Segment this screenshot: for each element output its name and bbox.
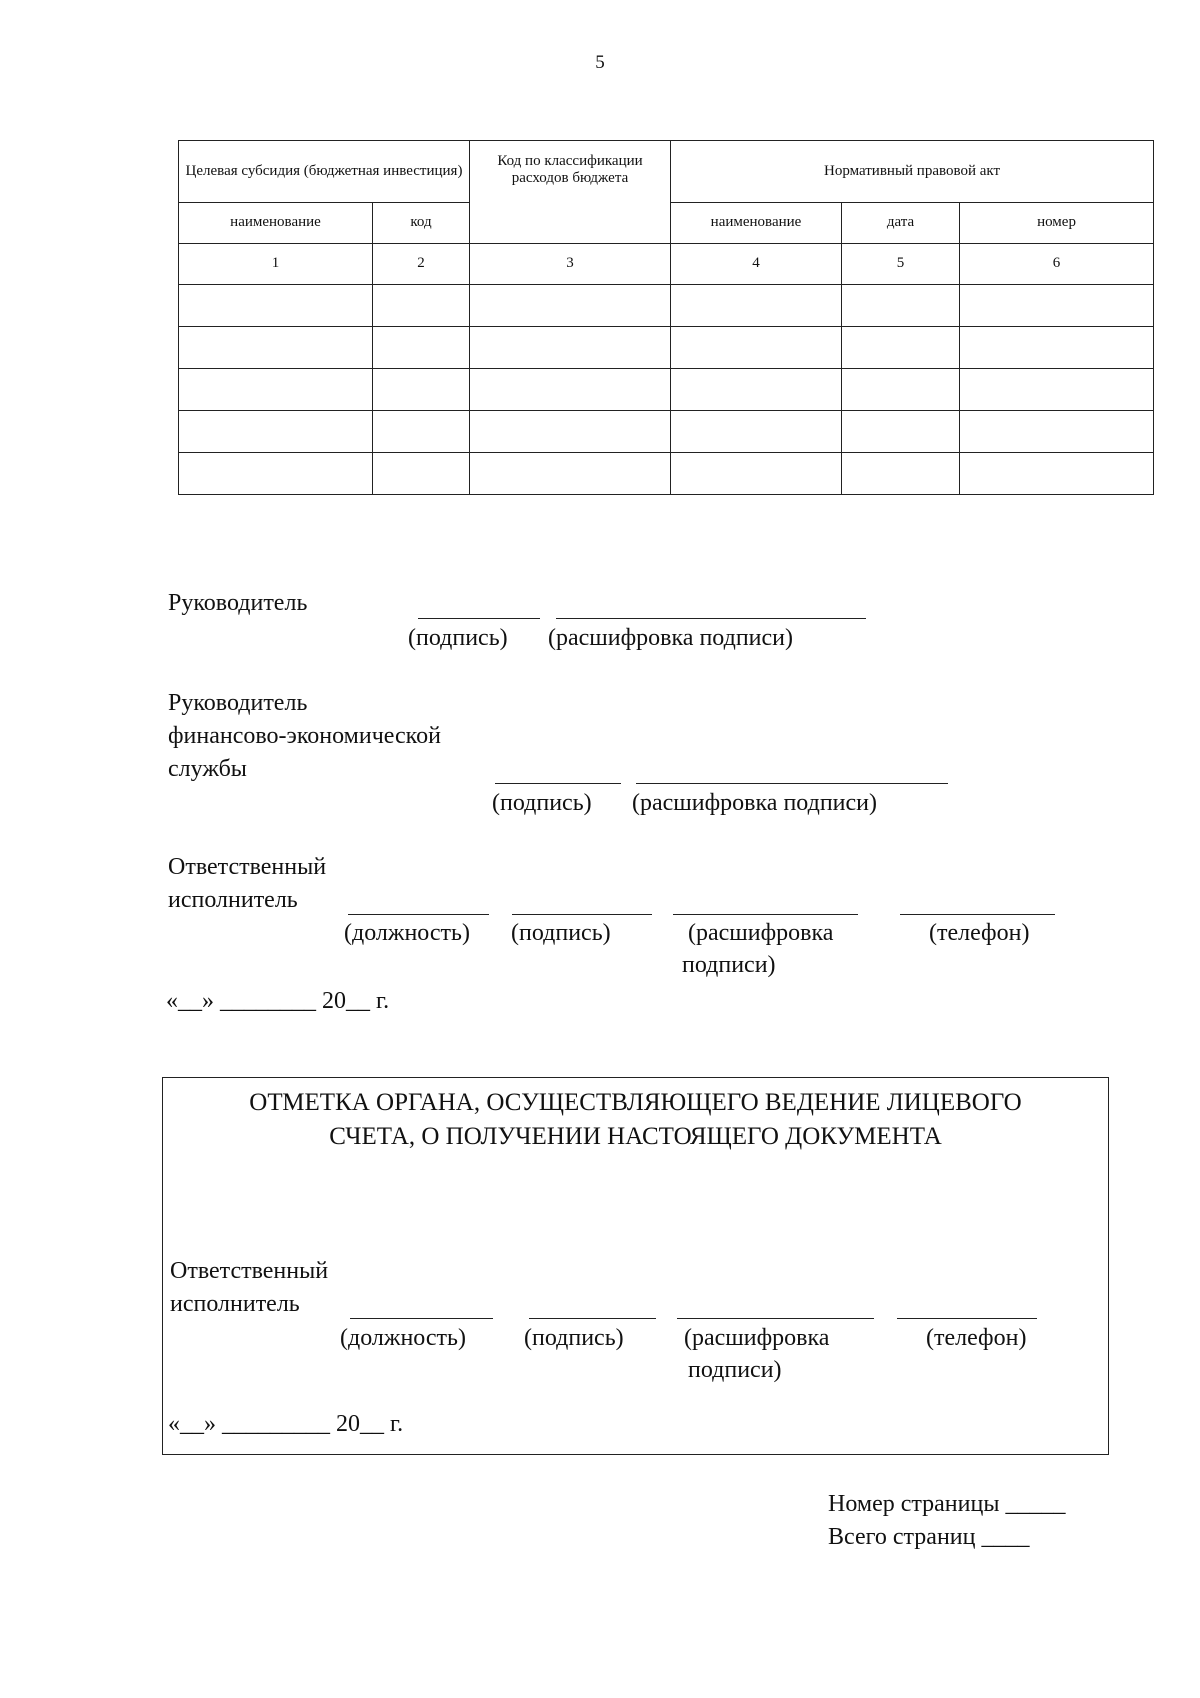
finance-decoding-line[interactable]	[636, 783, 948, 784]
table-cell[interactable]	[842, 369, 960, 411]
stamp-decoding-caption-line2: подписи)	[688, 1357, 782, 1383]
table-cell[interactable]	[842, 411, 960, 453]
finance-head-title-line2: финансово-экономической	[168, 723, 441, 749]
subheader-act-date: дата	[842, 203, 960, 244]
table-cell[interactable]	[671, 285, 842, 327]
finance-decoding-caption: (расшифровка подписи)	[632, 790, 877, 816]
column-number: 1	[179, 244, 373, 285]
table-cell[interactable]	[373, 285, 470, 327]
header-legal-act: Нормативный правовой акт	[671, 141, 1154, 203]
subheader-act-name: наименование	[671, 203, 842, 244]
subheader-act-number: номер	[960, 203, 1154, 244]
subheader-subsidy-code: код	[373, 203, 470, 244]
executor-title-line1: Ответственный	[168, 854, 327, 880]
table-row	[179, 369, 1154, 411]
table-row	[179, 327, 1154, 369]
executor-signature-caption: (подпись)	[511, 920, 611, 946]
stamp-title-line1: ОТМЕТКА ОРГАНА, ОСУЩЕСТВЛЯЮЩЕГО ВЕДЕНИЕ ЛИЦЕВОГО	[249, 1089, 1022, 1116]
table-cell[interactable]	[671, 453, 842, 495]
executor-title-line2: исполнитель	[168, 887, 298, 913]
executor-position-line[interactable]	[348, 914, 489, 915]
column-number: 4	[671, 244, 842, 285]
stamp-position-line[interactable]	[350, 1318, 493, 1319]
table-cell[interactable]	[179, 285, 373, 327]
stamp-executor-title-line2: исполнитель	[170, 1291, 300, 1317]
column-number: 5	[842, 244, 960, 285]
table-cell[interactable]	[671, 411, 842, 453]
page-number: 5	[595, 52, 605, 73]
stamp-phone-line[interactable]	[897, 1318, 1037, 1319]
table-row	[179, 411, 1154, 453]
table-cell[interactable]	[671, 327, 842, 369]
finance-signature-caption: (подпись)	[492, 790, 592, 816]
table-cell[interactable]	[179, 411, 373, 453]
table-cell[interactable]	[960, 411, 1154, 453]
table-cell[interactable]	[373, 411, 470, 453]
executor-decoding-caption-line2: подписи)	[682, 952, 776, 978]
stamp-signature-caption: (подпись)	[524, 1325, 624, 1351]
column-number: 2	[373, 244, 470, 285]
stamp-signature-line[interactable]	[529, 1318, 656, 1319]
table-cell[interactable]	[470, 285, 671, 327]
finance-head-title-line1: Руководитель	[168, 690, 308, 716]
subheader-subsidy-name: наименование	[179, 203, 373, 244]
table-cell[interactable]	[373, 453, 470, 495]
header-code-class: Код по классификации расходов бюджета	[470, 141, 671, 244]
table-cell[interactable]	[842, 285, 960, 327]
stamp-decoding-caption-line1: (расшифровка	[684, 1325, 830, 1351]
table-cell[interactable]	[179, 453, 373, 495]
executor-decoding-line[interactable]	[673, 914, 858, 915]
table-cell[interactable]	[960, 369, 1154, 411]
table-row	[179, 285, 1154, 327]
executor-phone-line[interactable]	[900, 914, 1055, 915]
table-cell[interactable]	[179, 369, 373, 411]
table-cell[interactable]	[470, 411, 671, 453]
head-decoding-caption: (расшифровка подписи)	[548, 625, 793, 651]
total-pages-label[interactable]: Всего страниц ____	[828, 1524, 1030, 1550]
date-line[interactable]: «__» ________ 20__ г.	[166, 988, 390, 1014]
stamp-position-caption: (должность)	[340, 1325, 466, 1351]
stamp-executor-title-line1: Ответственный	[170, 1258, 329, 1284]
head-decoding-line[interactable]	[556, 618, 866, 619]
executor-position-caption: (должность)	[344, 920, 470, 946]
table-cell[interactable]	[470, 453, 671, 495]
table-cell[interactable]	[470, 369, 671, 411]
table-cell[interactable]	[960, 453, 1154, 495]
finance-signature-line[interactable]	[495, 783, 621, 784]
executor-phone-caption: (телефон)	[929, 920, 1030, 946]
page-number-label[interactable]: Номер страницы _____	[828, 1491, 1066, 1517]
header-subsidy: Целевая субсидия (бюджетная инвестиция)	[179, 141, 470, 203]
table-cell[interactable]	[671, 369, 842, 411]
table-row	[179, 453, 1154, 495]
stamp-decoding-line[interactable]	[677, 1318, 874, 1319]
subsidy-table	[178, 140, 1154, 495]
finance-head-title-line3: службы	[168, 756, 247, 782]
table-cell[interactable]	[373, 369, 470, 411]
table-cell[interactable]	[179, 327, 373, 369]
stamp-date-line[interactable]: «__» _________ 20__ г.	[168, 1411, 404, 1437]
table-cell[interactable]	[470, 327, 671, 369]
table-cell[interactable]	[960, 285, 1154, 327]
head-title: Руководитель	[168, 590, 308, 616]
column-number: 6	[960, 244, 1154, 285]
table-cell[interactable]	[842, 327, 960, 369]
head-signature-line[interactable]	[418, 618, 540, 619]
head-signature-caption: (подпись)	[408, 625, 508, 651]
executor-signature-line[interactable]	[512, 914, 652, 915]
table-cell[interactable]	[842, 453, 960, 495]
stamp-phone-caption: (телефон)	[926, 1325, 1027, 1351]
column-number: 3	[470, 244, 671, 285]
table-cell[interactable]	[960, 327, 1154, 369]
stamp-title-line2: СЧЕТА, О ПОЛУЧЕНИИ НАСТОЯЩЕГО ДОКУМЕНТА	[329, 1123, 942, 1150]
table-cell[interactable]	[373, 327, 470, 369]
executor-decoding-caption-line1: (расшифровка	[688, 920, 834, 946]
